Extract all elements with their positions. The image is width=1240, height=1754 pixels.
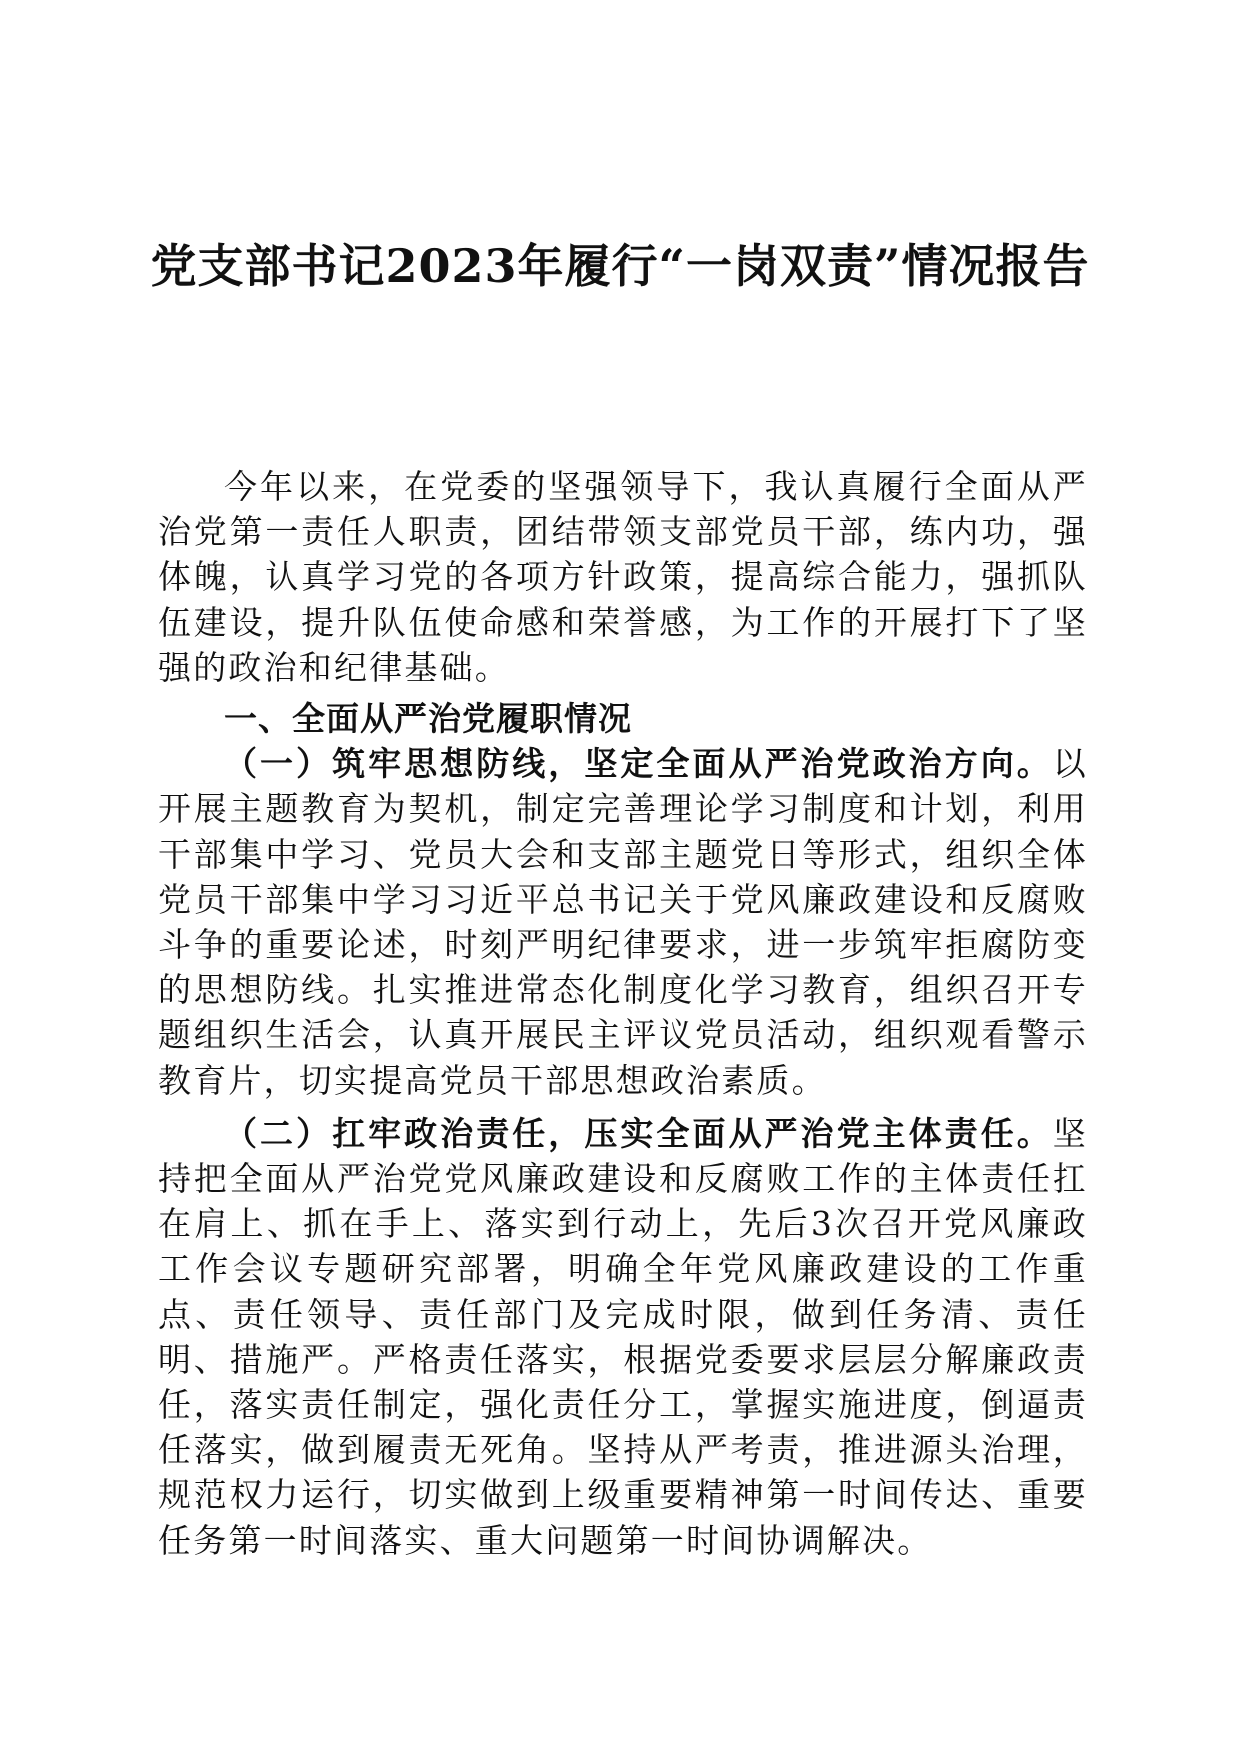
item-2-lead: （二）扛牢政治责任，压实全面从严治党主体责任。 [224,1113,1053,1153]
intro-paragraph: 今年以来，在党委的坚强领导下，我认真履行全面从严治党第一责任人职责，团结带领支部党员干部，练内功，强体魄，认真学习党的各项方针政策，提高综合能力，强抓队伍建设，提升队伍使命感和荣誉感，为工作的开展打下了坚强的政治和纪律基础。 [158,467,1088,687]
document-body [158,464,1088,1563]
item-2-text: 坚持把全面从严治党党风廉政建设和反腐败工作的主体责任扛在肩上、抓在手上、落实到行动上，先后3次召开党风廉政工作会议专题研究部署，明确全年党风廉政建设的工作重点、责任领导、责任部门及完成时限，做到任务清、责任明、措施严。严格责任落实，根据党委要求层层分解廉政责任，落实责任制定，强化责任分工，掌握实施进度，倒逼责任落实，做到履责无死角。坚持从严考责，推进源头治理，规范权力运行，切实做到上级重要精神第一时间传达、重要任务第一时间落实、重大问题第一时间协调解决。 [158,1113,1088,1560]
item-1-text: 以开展主题教育为契机，制定完善理论学习制度和计划，利用干部集中学习、党员大会和支部主题党日等形式，组织全体党员干部集中学习习近平总书记关于党风廉政建设和反腐败斗争的重要论述，时刻严明纪律要求，进一步筑牢拒腐防变的思想防线。扎实推进常态化制度化学习教育，组织召开专题组织生活会，认真开展民主评议党员活动，组织观看警示教育片，切实提高党员干部思想政治素质。 [158,744,1088,1100]
item-2-paragraph [158,1111,1088,1563]
item-1-lead: （一）筑牢思想防线，坚定全面从严治党政治方向。 [224,744,1053,784]
item-1-paragraph [158,741,1088,1103]
section-heading: 一、全面从严治党履职情况 [224,699,632,739]
document-title: 党支部书记2023年履行“一岗双责”情况报告 [150,239,1090,293]
